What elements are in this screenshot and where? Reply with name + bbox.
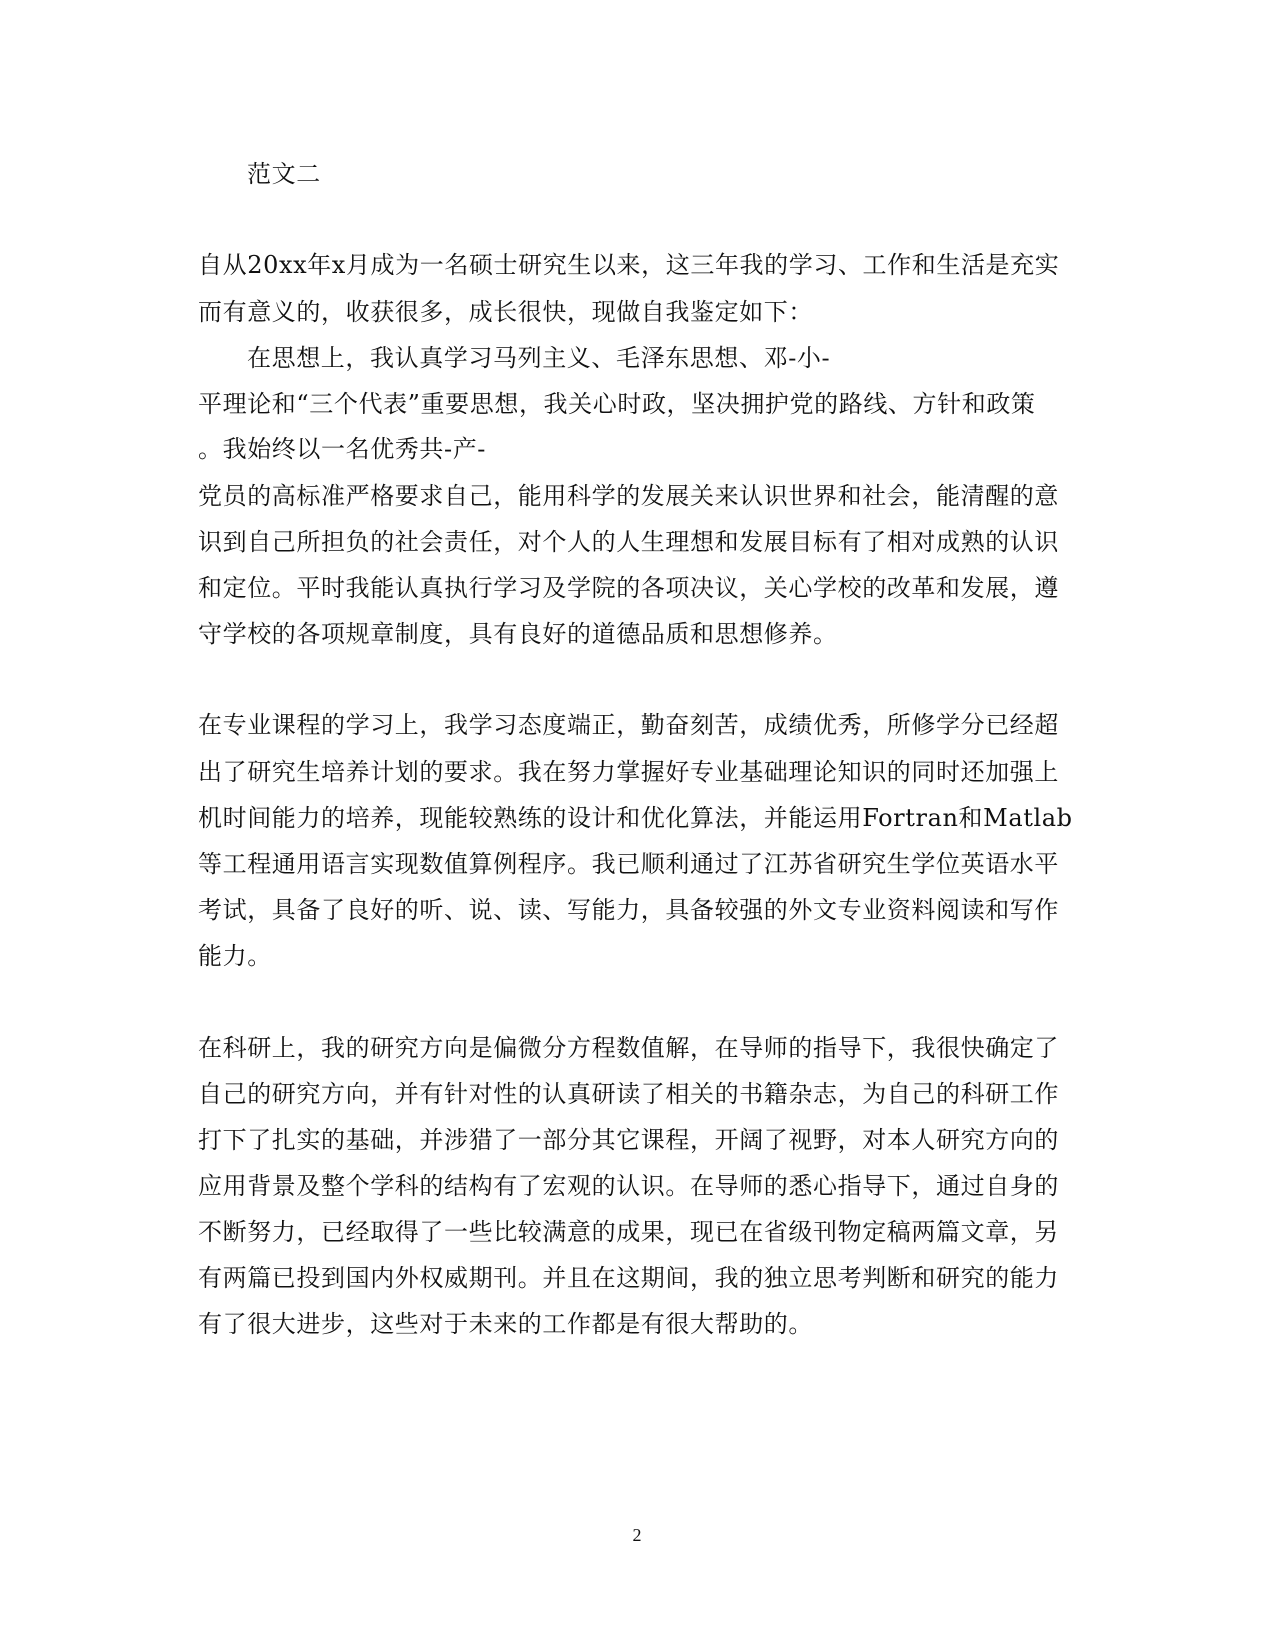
paragraph-line: 。我始终以一名优秀共-产- [198, 435, 487, 463]
paragraph-line: 自从20xx年x月成为一名硕士研究生以来，这三年我的学习、工作和生活是充实 [198, 251, 1060, 279]
paragraph-line: 在科研上，我的研究方向是偏微分方程数值解，在导师的指导下，我很快确定了 [198, 1034, 1059, 1062]
paragraph-line: 自己的研究方向，并有针对性的认真研读了相关的书籍杂志，为自己的科研工作 [198, 1080, 1059, 1108]
paragraph-line: 等工程通用语言实现数值算例程序。我已顺利通过了江苏省研究生学位英语水平 [198, 850, 1059, 878]
paragraph-line: 出了研究生培养计划的要求。我在努力掌握好专业基础理论知识的同时还加强上 [198, 758, 1059, 786]
paragraph-line: 不断努力，已经取得了一些比较满意的成果，现已在省级刊物定稿两篇文章，另 [198, 1218, 1059, 1246]
paragraph-line: 识到自己所担负的社会责任，对个人的人生理想和发展目标有了相对成熟的认识 [198, 528, 1059, 556]
paragraph-line: 机时间能力的培养，现能较熟练的设计和优化算法，并能运用Fortran和Matlab [198, 804, 1073, 832]
paragraph-line: 和定位。平时我能认真执行学习及学院的各项决议，关心学校的改革和发展，遵 [198, 574, 1059, 602]
paragraph-line: 在专业课程的学习上，我学习态度端正，勤奋刻苦，成绩优秀，所修学分已经超 [198, 711, 1059, 739]
paragraph-line: 党员的高标准严格要求自己，能用科学的发展关来认识世界和社会，能清醒的意 [198, 482, 1059, 510]
paragraph-line: 能力。 [198, 942, 272, 970]
paragraph-line: 守学校的各项规章制度，具有良好的道德品质和思想修养。 [198, 620, 838, 648]
paragraph-line: 在思想上，我认真学习马列主义、毛泽东思想、邓-小- [247, 344, 831, 372]
paragraph-line: 应用背景及整个学科的结构有了宏观的认识。在导师的悉心指导下，通过自身的 [198, 1172, 1059, 1200]
paragraph-line: 考试，具备了良好的听、说、读、写能力，具备较强的外文专业资料阅读和写作 [198, 896, 1059, 924]
paragraph-line: 有两篇已投到国内外权威期刊。并且在这期间，我的独立思考判断和研究的能力 [198, 1264, 1059, 1292]
paragraph-line: 平理论和“三个代表”重要思想，我关心时政，坚决拥护党的路线、方针和政策 [198, 390, 1036, 418]
paragraph-line: 有了很大进步，这些对于未来的工作都是有很大帮助的。 [198, 1310, 813, 1338]
document-title: 范文二 [247, 160, 321, 188]
paragraph-line: 而有意义的，收获很多，成长很快，现做自我鉴定如下： [198, 298, 813, 326]
paragraph-line: 打下了扎实的基础，并涉猎了一部分其它课程，开阔了视野，对本人研究方向的 [198, 1126, 1059, 1154]
page-number: 2 [632, 1525, 642, 1545]
